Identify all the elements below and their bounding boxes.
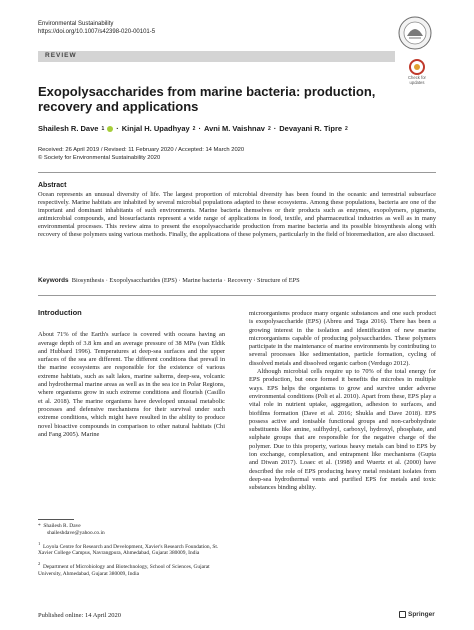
check-for-updates-icon <box>409 59 425 75</box>
journal-header <box>38 21 155 36</box>
body-paragraph: Although microbial cells require up to 70% of the total energy for EPS production, but once formed it benefits the microbes in multiple ways. EPS helps the organisms to grow and survive under adverse environmental conditions (Poli et al. 2010). Apart from these, EPS play a vital role in nutrient uptake, aggregation, adhesion to surfaces, and biofilms formation (Dave et al. 2016; Shukla and Dave 2018). EPS possess active and ionisable functional groups and non-carbohydrate substituents like amine, sulfhydryl, carboxyl, hydroxyl, phosphate, and sulphate groups that are responsible for the negative charge of the polymer. Due to this property, various heavy metals can bind to EPS by ion exchange, complexation, and entrapment like mechanisms (Gupta and Diwan 2017). Loaec et al. (1998) and Wuertz et al. (2000) have described the role of EPS producing heavy metal resistant isolates from deep-sea hydrothermal vents and purified EPS for metals and toxic substances binding ability. <box>249 368 436 492</box>
publisher-logo <box>399 611 435 618</box>
author-name[interactable]: Shailesh R. Dave <box>38 124 99 133</box>
keywords <box>38 277 436 285</box>
doi-link[interactable]: https://doi.org/10.1007/s42398-020-00101-5 <box>38 28 156 35</box>
divider <box>38 295 436 296</box>
affiliation-2 <box>38 561 225 577</box>
check-for-updates-badge[interactable] <box>404 59 430 91</box>
section-label: REVIEW <box>45 52 77 59</box>
divider <box>38 172 436 173</box>
springer-horse-icon <box>399 611 406 618</box>
copyright-line: © Society for Environmental Sustainability 2020 <box>38 154 161 161</box>
publisher-name: Springer <box>408 611 435 618</box>
published-date: Published online: 14 April 2020 <box>38 612 122 619</box>
body-column-right <box>249 310 436 493</box>
body-column-left <box>38 309 225 439</box>
section-heading-introduction: Introduction <box>38 308 82 317</box>
author-affiliation: 2 <box>345 125 348 132</box>
author-affiliation: 2 <box>192 125 196 132</box>
corresponding-name: Shailesh R. Dave <box>43 523 81 529</box>
abstract-text: Ocean represents an unusual diversity of life. The largest proportion of microbial diversity has been found in the oceanic and terrestrial subsurface respectively. Marine habitats are inhabited by several microbial populations adapted to these ecosystems. Among these populations, bacteria are one of the important and dominant inhabitants of such environments. Marine bacteria themselves or their products such as enzymes, exopolymers, pigments, antimicrobial compounds, and biosurfactants represent a wide range of applications in food, textile, and pharmaceutical industries as well as in many environmental processes. This review aims to present the exopolysaccharide production from marine bacteria and its possible biosynthesis along with recovery of these polymers using various methods. Finally, the applications of these polymers, particularly in the field of bioremediation, are also discussed. <box>38 191 436 238</box>
keywords-label: Keywords <box>38 277 69 284</box>
corresponding-email[interactable]: shaileshdave@yahoo.co.in <box>47 529 105 536</box>
journal-logo-icon <box>393 14 437 52</box>
corresponding-author <box>38 523 225 537</box>
author-affiliation: 2 <box>267 125 271 132</box>
abstract-heading: Abstract <box>38 182 67 189</box>
author-name[interactable]: Avni M. Vaishnav <box>203 124 265 133</box>
history-dates: Received: 26 April 2019 / Revised: 11 February 2020 / Accepted: 14 March 2020 <box>38 147 245 153</box>
affiliation-text: Loyola Centre for Research and Development, Xavier's Research Foundation, St. Xavier College Campus, Navrangpura, Ahmedabad, Gujarat 380009, India <box>38 543 219 557</box>
author-affiliation: 1 <box>101 125 105 132</box>
body-paragraph: About 71% of the Earth's surface is covered with oceans having an average depth of 3.8 km and an average pressure of 38 MPa (van Eldik and Hubbard 1996). Temperatures at deep-sea surfaces and the upper surfaces of the sea are different. The different conditions that prevail in the marine ecosystems are responsible for the existence of various extreme habitats, such as salt lakes, marine salterns, deep-sea, volcanic and hydrothermal marine areas as well as in the sea ice in Polar Regions, where organisms grow in such extreme conditions and flourish (Casillo et al. 2018). The marine organisms have developed unusual metabolic processes and defensive mechanisms for their survival under such extreme conditions, which might have resulted in the ability to produce novel bioactive compounds in comparison to other natural habitats (Chi and Fang 2005). Marine <box>38 331 225 438</box>
orcid-icon[interactable] <box>107 126 113 132</box>
footnote-divider <box>38 519 74 520</box>
author-list: Shailesh R. Dave 1 · Kinjal H. Upadhyay 2 · Avni M. Vaishnav 2 · Devayani R. Tipre 2 <box>38 124 348 133</box>
author-name[interactable]: Kinjal H. Upadhyay <box>121 124 190 133</box>
footnotes <box>38 523 225 581</box>
check-for-updates-label: Check for updates <box>408 75 426 85</box>
section-label-bar <box>38 51 395 62</box>
article-title: Exopolysaccharides from marine bacteria: production, recovery and applications <box>38 84 376 114</box>
author-name[interactable]: Devayani R. Tipre <box>279 124 343 133</box>
body-paragraph: microorganisms produce many organic substances and one such product is exopolysaccharide (EPS) (Abreu and Taga 2016). There has been a growing interest in the isolation and identification of new marine microorganisms capable of producing polysaccharides. These polymers participate in the maintenance of marine environments by contributing to several processes like sedimentation, particle formation, cycling of dissolved metals and dissolved organic carbon (Verdugo 2012). <box>249 310 436 367</box>
journal-name: Environmental Sustainability <box>38 21 114 27</box>
article-dates <box>38 147 244 162</box>
affiliation-marker: 1 <box>38 540 41 546</box>
affiliation-text: Department of Microbiology and Biotechnology, School of Sciences, Gujarat University, Ahmedabad, Gujarat 380009, India <box>38 563 210 577</box>
corresponding-star: * <box>38 523 41 529</box>
affiliation-marker: 2 <box>38 560 41 566</box>
keywords-text: Biosynthesis · Exopolysaccharides (EPS) · Marine bacteria · Recovery · Structure of EPS <box>71 277 300 284</box>
affiliation-1 <box>38 541 225 557</box>
